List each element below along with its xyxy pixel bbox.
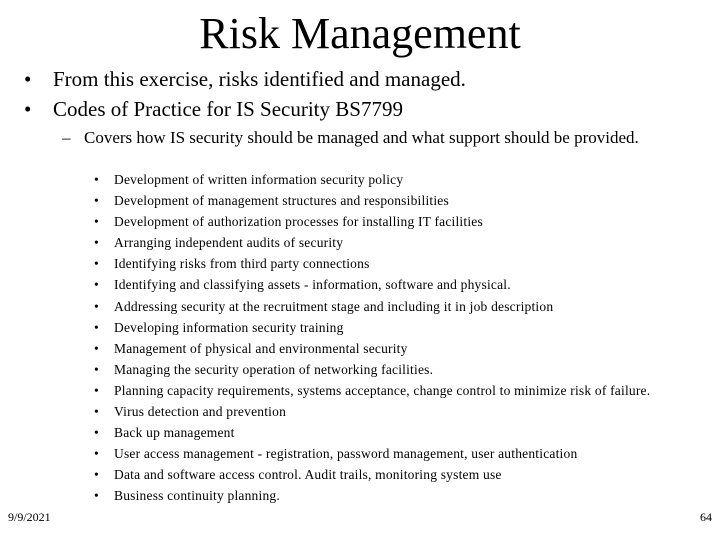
list-item: • Planning capacity requirements, systems acceptance, change control to minimize risk of failure. (94, 383, 694, 400)
slide-title: Risk Management (199, 9, 521, 58)
bullet-marker: • (24, 97, 32, 121)
list-item: • Back up management (94, 425, 694, 442)
list-item: • Identifying and classifying assets - information, software and physical. (94, 277, 694, 294)
list-item: • User access management - registration, password management, user authentication (94, 446, 694, 463)
list-item: • Arranging independent audits of security (94, 235, 694, 252)
list-item: • Development of authorization processes for installing IT facilities (94, 214, 694, 231)
dash-marker: – (62, 128, 71, 147)
list-item: • Management of physical and environmental security (94, 341, 694, 358)
bullet-item (24, 66, 704, 92)
list-item: • Identifying risks from third party connections (94, 256, 694, 273)
sub-bullet-item (62, 128, 682, 148)
footer-date: 9/9/2021 (8, 510, 51, 524)
list-item: • Business continuity planning. (94, 488, 694, 505)
page-number: 64 (700, 510, 712, 524)
bullet-text: From this exercise, risks identified and managed. (53, 67, 466, 91)
list-item: • Managing the security operation of networking facilities. (94, 362, 694, 379)
bullet-text: Codes of Practice for IS Security BS7799 (53, 97, 403, 121)
list-item: • Development of written information security policy (94, 172, 694, 189)
list-item: • Virus detection and prevention (94, 404, 694, 421)
list-item: • Developing information security training (94, 320, 694, 337)
sub-bullet-text: Covers how IS security should be managed and what support should be provided. (84, 128, 639, 147)
practice-list (94, 172, 694, 510)
list-item: • Addressing security at the recruitment stage and including it in job description (94, 299, 694, 316)
list-item: • Data and software access control. Audit trails, monitoring system use (94, 467, 694, 484)
bullet-item (24, 96, 704, 122)
list-item: • Development of management structures and responsibilities (94, 193, 694, 210)
bullet-marker: • (24, 67, 32, 91)
